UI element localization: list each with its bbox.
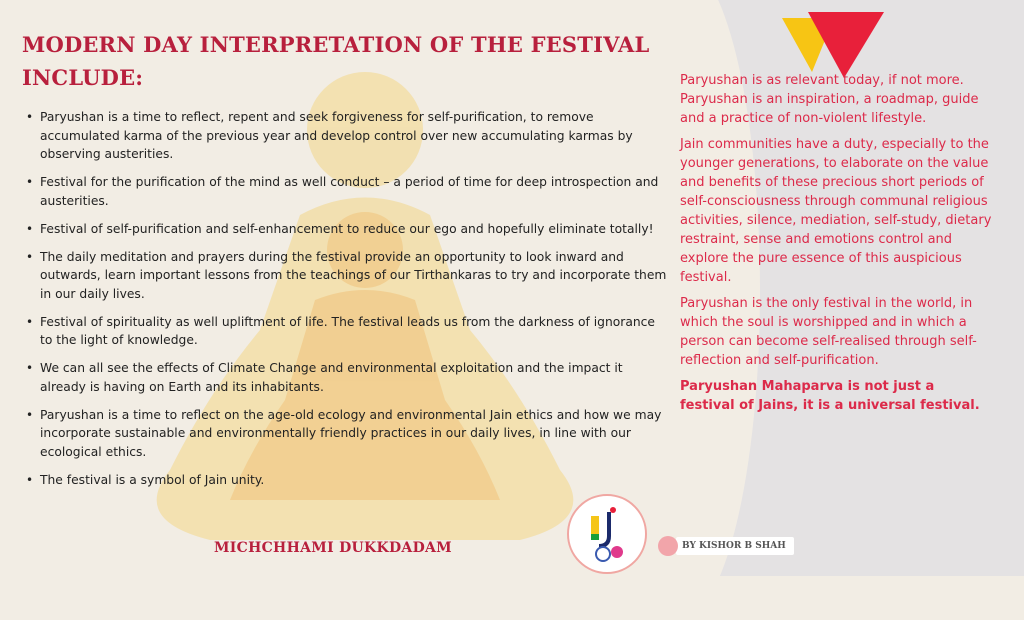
list-item: • Festival of spirituality as well upliftment of life. The festival leads us from the darkness of ignorance to the light of knowledge. (24, 313, 669, 350)
jain-logo-icon (567, 494, 647, 574)
page-title: MODERN DAY INTERPRETATION OF THE FESTIVAL INCLUDE: (22, 32, 650, 90)
right-paragraph: Jain communities have a duty, especially to the younger generations, to elaborate on the value and benefits of these precious short periods of self-consciousness through communal religious activities, silence, mediation, self-study, dietary restraint, sense and emotions control and explore the pure essence of this auspicious festival. (680, 137, 992, 285)
list-item: • The daily meditation and prayers during the festival provide an opportunity to look inward and outwards, learn important lessons from the teachings of our Tirthankaras to try and incorporate them in our daily lives. (24, 248, 669, 304)
list-item: • Paryushan is a time to reflect on the age-old ecology and environmental Jain ethics and how we may incorporate sustainable and environmentally friendly practices in our daily lives, in line with our ecological ethics. (24, 406, 669, 462)
right-paragraph: Paryushan is the only festival in the world, in which the soul is worshipped and in which a person can become self-realised through self-reflection and self-purification. (680, 296, 977, 368)
footer-text: MICHCHHAMI DUKKDADAM (214, 540, 452, 556)
author-dot-icon (658, 536, 678, 556)
list-item: • Festival of self-purification and self-enhancement to reduce our ego and hopefully eliminate totally! (24, 220, 669, 239)
list-item: • We can all see the effects of Climate Change and environmental exploitation and the impact it already is having on Earth and its inhabitants. (24, 359, 669, 396)
author-badge (658, 536, 794, 556)
right-column (680, 71, 992, 422)
author-name: BY KISHOR B SHAH (676, 537, 794, 555)
right-paragraph: Paryushan is as relevant today, if not more. Paryushan is an inspiration, a roadmap, guide and a practice of non-violent lifestyle. (680, 73, 979, 126)
list-item: • Paryushan is a time to reflect, repent and seek forgiveness for self-purification, to remove accumulated karma of the previous year and develop control over new accumulating karmas by observing austerities. (24, 108, 669, 164)
right-bold-paragraph: Paryushan Mahaparva is not just a festival of Jains, it is a universal festival. (680, 379, 980, 413)
list-item: • The festival is a symbol of Jain unity. (24, 471, 669, 490)
bullet-list (24, 108, 669, 499)
list-item: • Festival for the purification of the mind as well conduct – a period of time for deep introspection and austerities. (24, 173, 669, 210)
